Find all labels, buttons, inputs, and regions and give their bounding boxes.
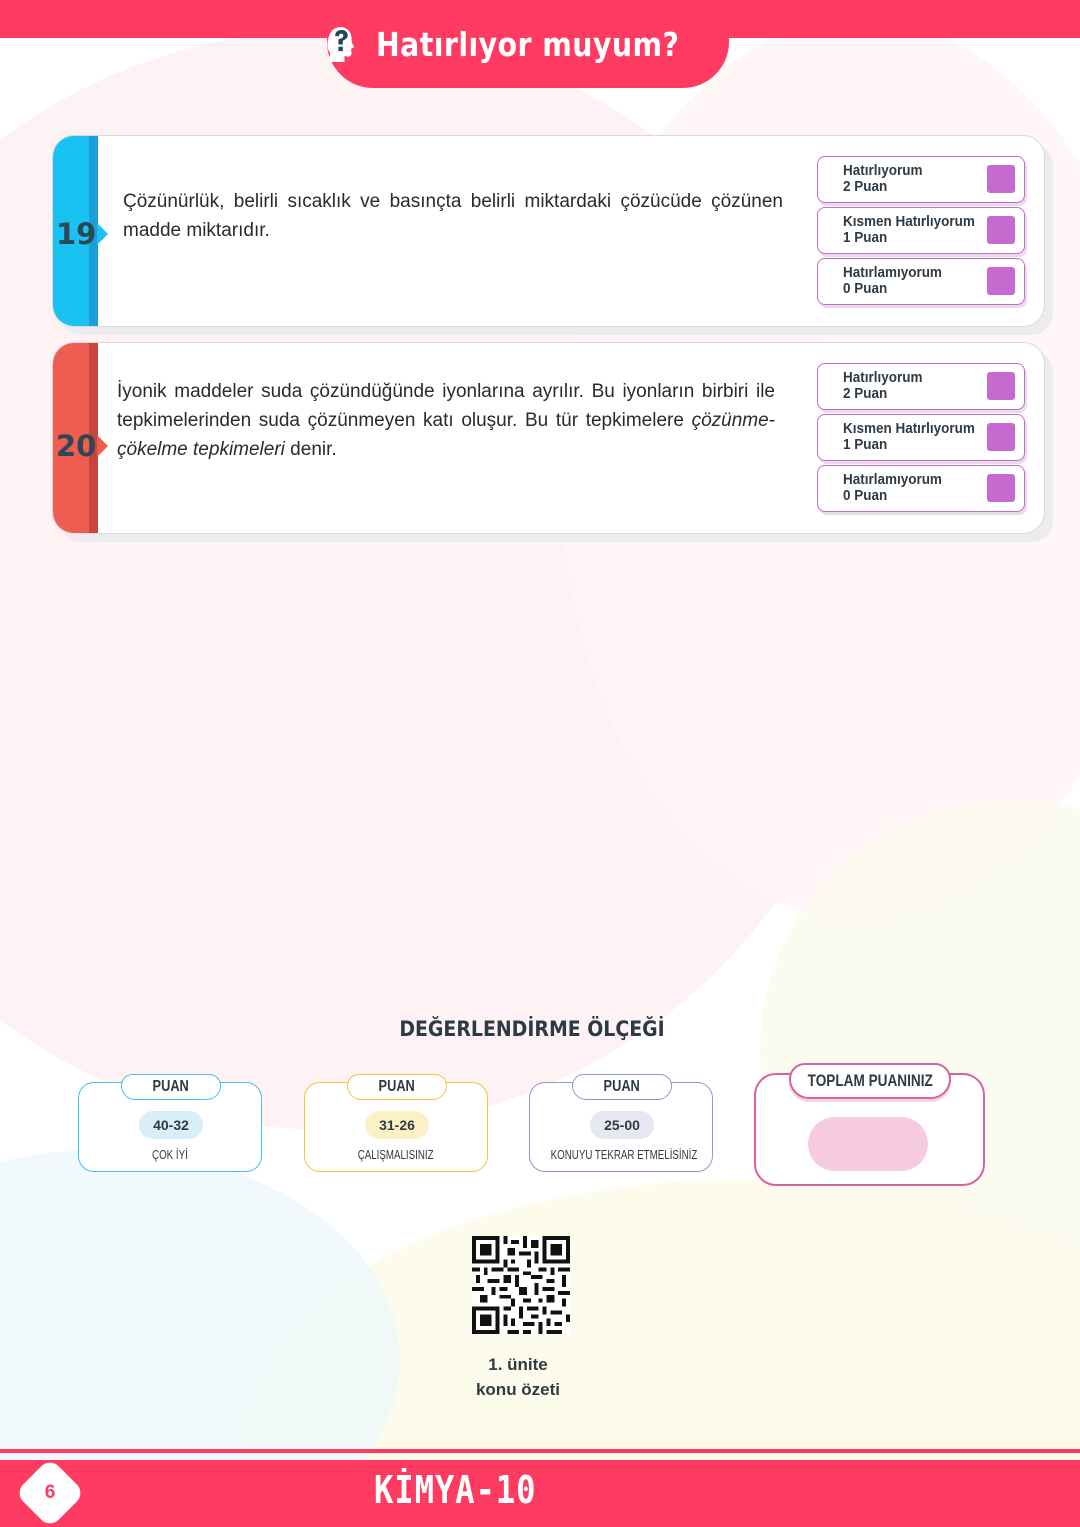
option-label: Hatırlamıyorum [843, 265, 942, 281]
score-range: 31-26 [365, 1111, 429, 1139]
puan-tag: PUAN [121, 1074, 221, 1100]
option-checkbox[interactable] [987, 372, 1015, 400]
option-not-remember[interactable] [817, 258, 1025, 305]
option-points: 0 Puan [843, 488, 888, 504]
answer-options [817, 156, 1025, 309]
option-checkbox[interactable] [987, 216, 1015, 244]
option-partly-remember[interactable] [817, 207, 1025, 254]
question-arrow [97, 435, 108, 457]
option-label: Hatırlıyorum [843, 370, 923, 386]
question-text: Çözünürlük, belirli sıcaklık ve basınçta belirli miktardaki çözücüde çözünen madde miktarıdır. [123, 191, 783, 241]
qr-caption [418, 1352, 618, 1402]
qr-caption-line: 1. ünite [488, 1355, 548, 1374]
total-score-card [754, 1073, 985, 1186]
puan-tag: PUAN [347, 1074, 447, 1100]
footer-bar [0, 1460, 1080, 1527]
scale-title: DEĞERLENDİRME ÖLÇEĞİ [399, 1017, 665, 1041]
option-points: 2 Puan [843, 179, 888, 195]
puan-tag: PUAN [572, 1074, 672, 1100]
question-number: 20 [56, 429, 97, 463]
option-remember[interactable] [817, 156, 1025, 203]
option-checkbox[interactable] [987, 267, 1015, 295]
header-title-tab [327, 0, 729, 88]
footer-divider [0, 1449, 1080, 1453]
answer-options [817, 363, 1025, 516]
question-text-emphasis: çözünme-çökelme tepkimeleri [117, 410, 775, 460]
question-text [117, 377, 775, 464]
option-not-remember[interactable] [817, 465, 1025, 512]
option-remember[interactable] [817, 363, 1025, 410]
option-points: 0 Puan [843, 281, 888, 297]
option-points: 1 Puan [843, 437, 888, 453]
option-checkbox[interactable] [987, 474, 1015, 502]
score-range: 25-00 [590, 1111, 654, 1139]
option-label: Kısmen Hatırlıyorum [843, 214, 975, 230]
page-number: 6 [44, 1482, 56, 1503]
score-label: KONUYU TEKRAR ETMELİSİNİZ [550, 1148, 698, 1162]
score-label: ÇOK İYİ [152, 1148, 188, 1162]
qr-code-icon[interactable] [472, 1236, 570, 1334]
option-label: Hatırlıyorum [843, 163, 923, 179]
question-card-20 [52, 342, 1045, 534]
question-arrow [97, 223, 108, 245]
option-partly-remember[interactable] [817, 414, 1025, 461]
head-question-icon [327, 9, 354, 79]
option-checkbox[interactable] [987, 423, 1015, 451]
score-label: ÇALIŞMALISINIZ [358, 1148, 434, 1162]
option-label: Hatırlamıyorum [843, 472, 942, 488]
total-score-field[interactable] [808, 1117, 928, 1171]
total-score-label: TOPLAM PUANINIZ [789, 1063, 951, 1099]
question-text-part: İyonik maddeler suda çözündüğünde iyonlarına ayrılır. Bu iyonların birbiri ile tepkimelerinden suda çözünmeyen katı oluşur. Bu tür tepkimelere [117, 381, 775, 431]
question-number: 19 [56, 217, 97, 251]
score-card-study [304, 1078, 488, 1172]
option-label: Kısmen Hatırlıyorum [843, 421, 975, 437]
score-card-very-good [78, 1078, 262, 1172]
score-range: 40-32 [139, 1111, 203, 1139]
subject-title: KİMYA-10 [374, 1468, 537, 1512]
page-title: Hatırlıyor muyum? [376, 24, 680, 64]
question-card-19 [52, 135, 1045, 327]
option-points: 1 Puan [843, 230, 888, 246]
option-points: 2 Puan [843, 386, 888, 402]
option-checkbox[interactable] [987, 165, 1015, 193]
question-text-part: denir. [284, 439, 337, 460]
qr-caption-line: konu özeti [475, 1380, 561, 1399]
score-card-repeat [529, 1078, 713, 1172]
